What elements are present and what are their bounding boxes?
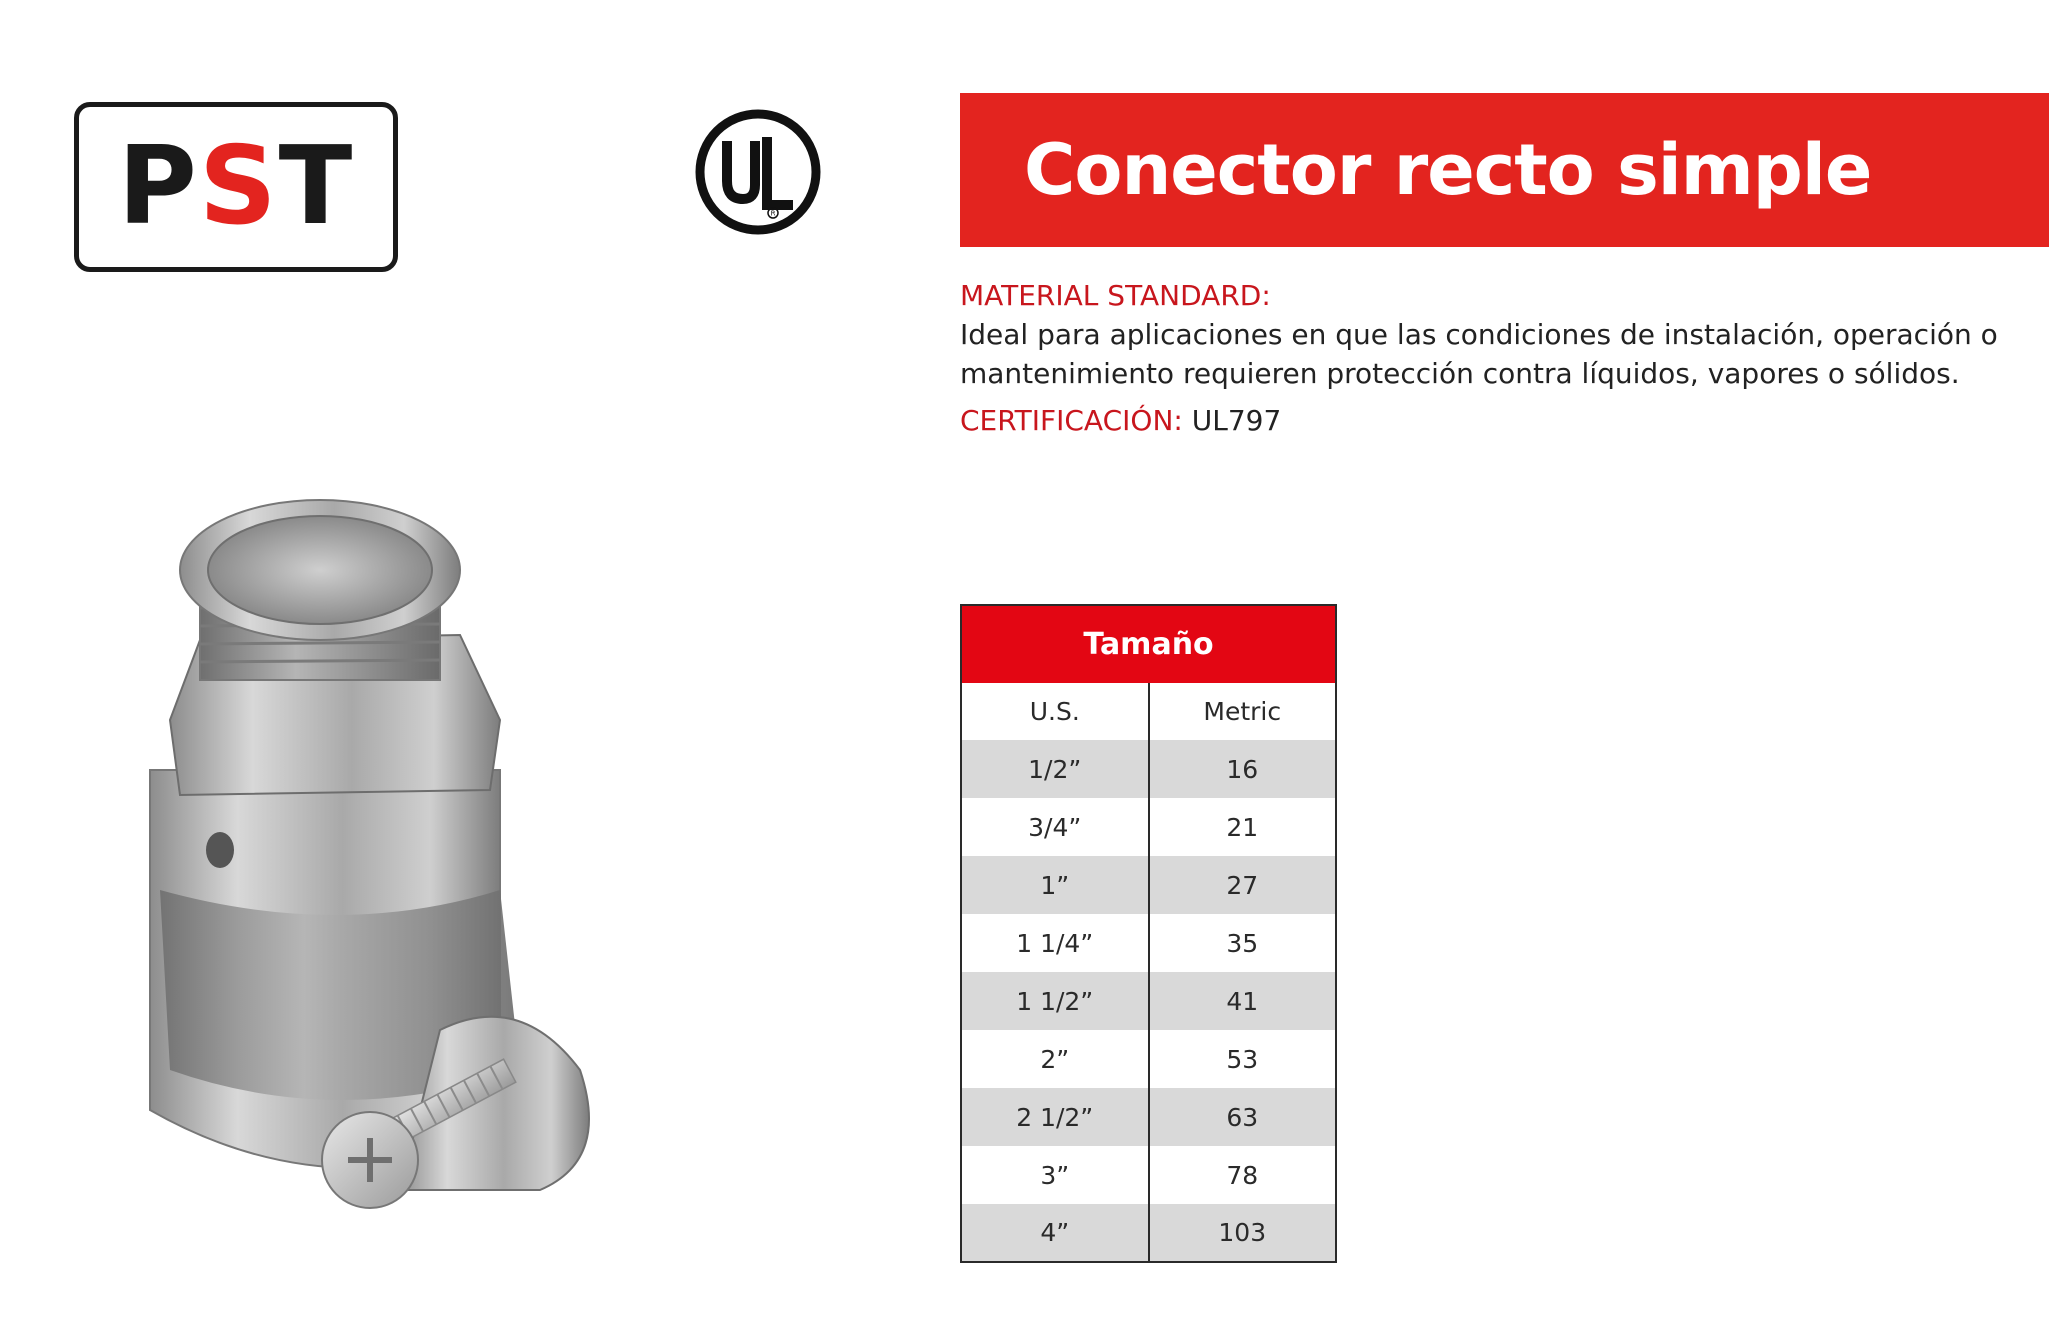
certification-line	[960, 401, 2020, 440]
table-row	[961, 740, 1336, 798]
metric-size-cell: 78	[1149, 1146, 1337, 1204]
us-size-cell: 1/2”	[961, 740, 1149, 798]
title-banner	[960, 93, 2049, 247]
product-description	[960, 276, 2020, 440]
ul-certification-icon	[693, 107, 823, 237]
metric-size-cell: 41	[1149, 972, 1337, 1030]
metric-size-cell: 53	[1149, 1030, 1337, 1088]
metric-size-cell: 27	[1149, 856, 1337, 914]
svg-text:R: R	[770, 209, 776, 218]
us-size-cell: 1”	[961, 856, 1149, 914]
logo-letter-t: T	[278, 124, 355, 249]
material-description-line-2: mantenimiento requieren protección contra líquidos, vapores o sólidos.	[960, 357, 1960, 390]
size-table-column-headers	[961, 683, 1336, 740]
us-size-cell: 3”	[961, 1146, 1149, 1204]
product-title: Conector recto simple	[1024, 129, 1872, 211]
connector-product-image	[140, 470, 780, 1250]
material-label: MATERIAL STANDARD:	[960, 279, 1271, 312]
metric-size-cell: 21	[1149, 798, 1337, 856]
table-row	[961, 798, 1336, 856]
column-header-metric: Metric	[1149, 683, 1337, 740]
table-row	[961, 1146, 1336, 1204]
metric-size-cell: 35	[1149, 914, 1337, 972]
size-table-header: Tamaño	[961, 605, 1336, 683]
us-size-cell: 1 1/2”	[961, 972, 1149, 1030]
metric-size-cell: 103	[1149, 1204, 1337, 1262]
material-description-line-1: Ideal para aplicaciones en que las condiciones de instalación, operación o	[960, 318, 1998, 351]
certification-label: CERTIFICACIÓN:	[960, 404, 1183, 437]
us-size-cell: 4”	[961, 1204, 1149, 1262]
table-row	[961, 1088, 1336, 1146]
pst-logo	[74, 102, 398, 272]
us-size-cell: 1 1/4”	[961, 914, 1149, 972]
table-row	[961, 914, 1336, 972]
logo-letter-p: P	[117, 124, 199, 249]
table-row	[961, 972, 1336, 1030]
table-row	[961, 856, 1336, 914]
size-table	[960, 604, 1337, 1263]
us-size-cell: 2”	[961, 1030, 1149, 1088]
certification-value: UL797	[1182, 404, 1282, 437]
column-header-us: U.S.	[961, 683, 1149, 740]
metric-size-cell: 63	[1149, 1088, 1337, 1146]
logo-letter-s: S	[198, 124, 279, 249]
us-size-cell: 2 1/2”	[961, 1088, 1149, 1146]
table-row	[961, 1030, 1336, 1088]
metric-size-cell: 16	[1149, 740, 1337, 798]
table-row	[961, 1204, 1336, 1262]
us-size-cell: 3/4”	[961, 798, 1149, 856]
